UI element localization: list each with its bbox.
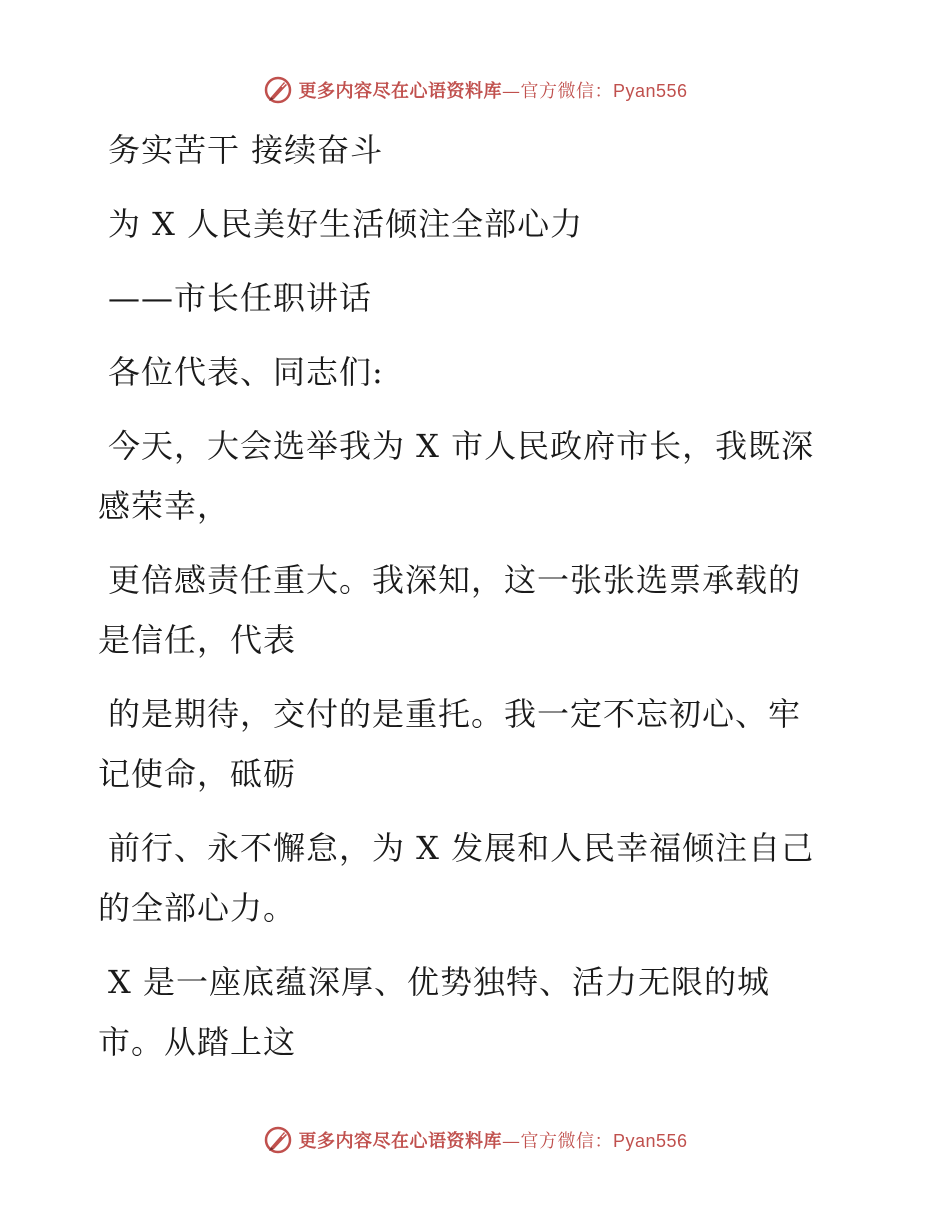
watermark-wechat-label: 官方微信： [520,1131,613,1152]
watermark-wechat-id: Pyan556 [612,1131,688,1151]
body-paragraph-3 [98,684,858,804]
paragraph-line: ——市长任职讲话 [108,279,373,317]
watermark-site: 更多内容尽在心语资料库 [298,1131,502,1152]
watermark-text [298,1127,687,1153]
paragraph-line: 更倍感责任重大。我深知，这一张张选票承载的 [108,561,802,599]
body-paragraph-1 [98,416,858,536]
paragraph-line: 的是期待，交付的是重托。我一定不忘初心、牢 [108,695,802,733]
paragraph-line: 记使命，砥砺 [98,755,297,793]
paragraph-line: 前行、永不懈怠，为 X 发展和人民幸福倾注自己 [108,829,815,867]
paragraph-line: 是信任，代表 [98,621,297,659]
salutation [98,342,858,402]
body-paragraph-2 [98,550,858,670]
watermark-dash: — [501,81,521,102]
paragraph-line: 务实苦干 接续奋斗 [108,131,384,169]
body-paragraph-5 [98,952,858,1072]
quill-logo-icon [262,74,294,106]
header-watermark [0,70,950,110]
paragraph-line: X 是一座底蕴深厚、优势独特、活力无限的城 [108,963,770,1001]
document-body [98,120,858,1086]
paragraph-line: 为 X 人民美好生活倾注全部心力 [108,205,584,243]
footer-watermark [0,1120,950,1160]
watermark-wechat-label: 官方微信： [520,81,613,102]
watermark-group [262,74,687,106]
paragraph-line: 今天，大会选举我为 X 市人民政府市长，我既深 [108,427,815,465]
watermark-site: 更多内容尽在心语资料库 [298,81,502,102]
subtitle [98,268,858,328]
body-paragraph-4 [98,818,858,938]
quill-logo-icon [262,1124,294,1156]
watermark-text [298,77,687,103]
watermark-wechat-id: Pyan556 [612,81,688,101]
title-line-1 [98,120,858,180]
title-line-2 [98,194,858,254]
paragraph-line: 感荣幸， [98,487,231,525]
paragraph-line: 市。从踏上这 [98,1023,297,1061]
watermark-dash: — [501,1131,521,1152]
watermark-group [262,1124,687,1156]
paragraph-line: 各位代表、同志们: [108,353,384,391]
paragraph-line: 的全部心力。 [98,889,297,927]
